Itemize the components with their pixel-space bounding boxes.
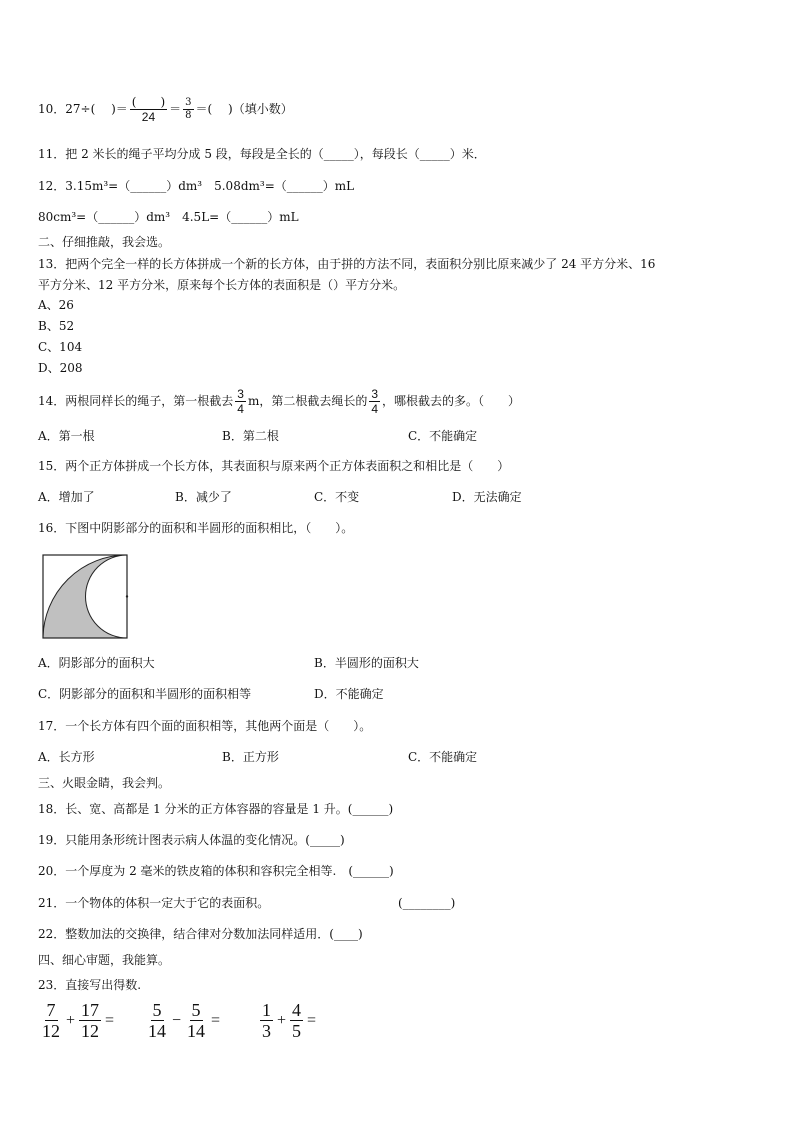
question-13-line-1: 13．把两个完全一样的长方体拼成一个新的长方体，由于拼的方法不同，表面积分别比原来减少了 24 平方分米、16 [38, 257, 656, 271]
q13-option-a: A、26 [38, 298, 74, 312]
calc-expression-2: $\frac{5}{14}$ − $\frac{5}{14}$ = [148, 1000, 221, 1041]
question-17: 17．一个长方体有四个面的面积相等，其他两个面是（ ）。 [38, 719, 372, 733]
fraction-3-4-a: $\frac{3}{4}$ [237, 387, 244, 416]
question-16: 16．下图中阴影部分的面积和半圆形的面积相比，（ ）。 [38, 521, 354, 535]
q15-option-b: B．减少了 [175, 490, 232, 504]
question-13-line-2: 平方分米、12 平方分米，原来每个长方体的表面积是（）平方分米。 [38, 278, 406, 292]
q14-option-c: C．不能确定 [408, 429, 478, 443]
question-20: 20．一个厚度为 2 毫米的铁皮箱的体积和容积完全相等. (______) [38, 864, 394, 878]
q17-option-b: B．正方形 [222, 750, 279, 764]
question-10: 10．27÷( )＝ $\frac{( )}{24}$ ＝ $\frac{3}{8}$ ＝( )（填小数） [38, 95, 293, 124]
question-19: 19．只能用条形统计图表示病人体温的变化情况。(_____) [38, 833, 345, 847]
shaded-semicircle-figure [42, 554, 130, 640]
q15-option-d: D．无法确定 [452, 490, 522, 504]
section-4-heading: 四、细心审题，我能算。 [38, 953, 171, 967]
fraction-blank-over-24: $\frac{( )}{24}$ [131, 95, 166, 124]
question-22: 22．整数加法的交换律，结合律对分数加法同样适用．(____) [38, 927, 363, 941]
q14-option-a: A．第一根 [38, 429, 95, 443]
q15-option-c: C．不变 [314, 490, 360, 504]
q13-option-d: D、208 [38, 361, 83, 375]
q15-option-a: A．增加了 [38, 490, 95, 504]
q16-option-d: D．不能确定 [314, 687, 384, 701]
calc-expression-1: $\frac{7}{12}$ + $\frac{17}{12}$ = [42, 1000, 115, 1041]
fraction-3-4-b: $\frac{3}{4}$ [371, 387, 379, 416]
q13-option-c: C、104 [38, 340, 83, 354]
section-2-heading: 二、仔细推敲，我会选。 [38, 235, 171, 249]
question-12-line-1: 12．3.15m³=（______）dm³ 5.08dm³=（______）mL [38, 179, 355, 193]
q16-option-b: B．半圆形的面积大 [314, 656, 419, 670]
question-23: 23．直接写出得数. [38, 978, 142, 992]
fraction-3-8: $\frac{3}{8}$ [185, 97, 192, 121]
q17-option-a: A．长方形 [38, 750, 95, 764]
section-3-heading: 三、火眼金睛，我会判。 [38, 776, 171, 790]
question-14: 14．两根同样长的绳子，第一根截去 $\frac{3}{4}$ m，第二根截去绳长的 $\frac{3}{4}$ ，哪根截去的多。（ ） [38, 387, 521, 416]
question-11: 11．把 2 米长的绳子平均分成 5 段，每段是全长的（_____），每段长（_____）米． [38, 147, 486, 161]
q16-option-c: C．阴影部分的面积和半圆形的面积相等 [38, 687, 252, 701]
question-12-line-2: 80cm³=（______）dm³ 4.5L=（______）mL [38, 210, 299, 224]
question-21: 21．一个物体的体积一定大于它的表面积。 [38, 896, 270, 910]
q17-option-c: C．不能确定 [408, 750, 478, 764]
question-21-blank: (________) [398, 896, 456, 910]
calc-expression-3: $\frac{1}{3}$ + $\frac{4}{5}$ = [262, 1000, 317, 1041]
q14-option-b: B．第二根 [222, 429, 279, 443]
question-18: 18．长、宽、高都是 1 分米的正方体容器的容量是 1 升。(______) [38, 802, 394, 816]
q16-option-a: A．阴影部分的面积大 [38, 656, 155, 670]
q13-option-b: B、52 [38, 319, 75, 333]
question-15: 15．两个正方体拼成一个长方体，其表面积与原来两个正方体表面积之和相比是（ ） [38, 459, 510, 473]
